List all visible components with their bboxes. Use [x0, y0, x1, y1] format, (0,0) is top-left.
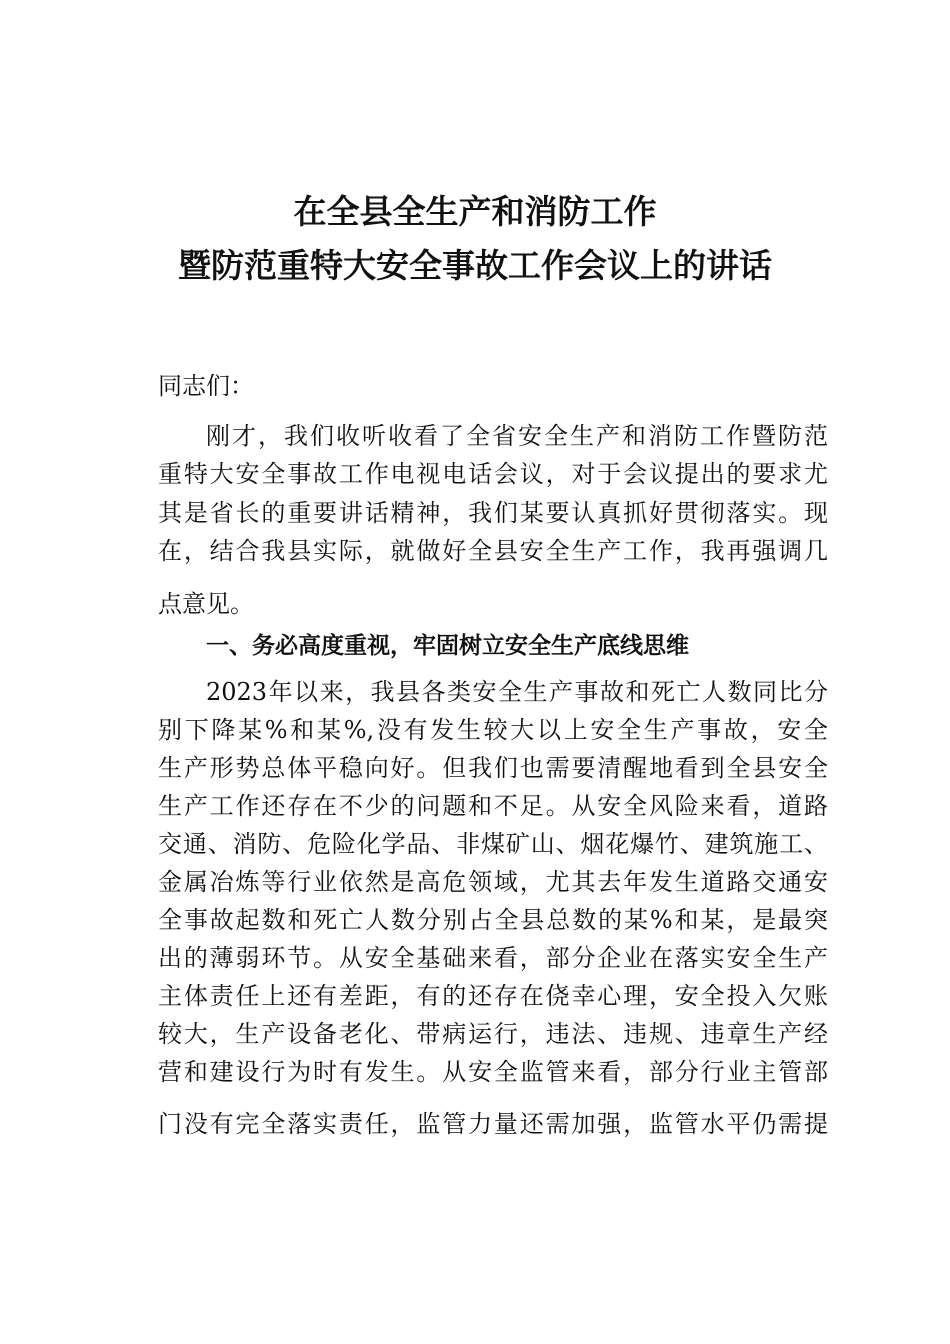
- paragraph-2-line-5: 交通、消防、危险化学品、非煤矿山、烟花爆竹、建筑施工、: [158, 830, 828, 858]
- paragraph-2-line-7: 全事故起数和死亡人数分别占全县总数的某%和某，是最突: [158, 906, 828, 934]
- paragraph-1-line-4: 在，结合我县实际，就做好全县安全生产工作，我再强调几: [158, 537, 828, 565]
- paragraph-1-line-5: 点意见。: [158, 590, 254, 618]
- document-title-line-2: 暨防范重特大安全事故工作会议上的讲话: [178, 246, 772, 285]
- paragraph-2-line-3: 生产形势总体平稳向好。但我们也需要清醒地看到全县安全: [158, 754, 828, 782]
- paragraph-2-line-6: 金属冶炼等行业依然是高危领域，尤其去年发生道路交通安: [158, 868, 828, 896]
- paragraph-2-line-8: 出的薄弱环节。从安全基础来看，部分企业在落实安全生产: [158, 944, 828, 972]
- paragraph-1-line-3: 其是省长的重要讲话精神，我们某要认真抓好贯彻落实。现: [158, 499, 828, 527]
- paragraph-2-line-11: 营和建设行为时有发生。从安全监管来看，部分行业主管部: [158, 1058, 828, 1086]
- salutation: 同志们：: [158, 372, 254, 400]
- paragraph-2-line-12: 门没有完全落实责任，监管力量还需加强，监管水平仍需提: [158, 1110, 828, 1138]
- document-title-line-1: 在全县全生产和消防工作: [293, 192, 657, 231]
- paragraph-1-line-2: 重特大安全事故工作电视电话会议，对于会议提出的要求尤: [158, 460, 828, 488]
- paragraph-2-line-9: 主体责任上还有差距，有的还存在侥幸心理，安全投入欠账: [158, 982, 828, 1010]
- paragraph-2-line-10: 较大，生产设备老化、带病运行，违法、违规、违章生产经: [158, 1020, 828, 1048]
- section-1-heading: 一、务必高度重视，牢固树立安全生产底线思维: [206, 633, 689, 659]
- paragraph-2-line-2: 别下降某%和某%,没有发生较大以上安全生产事故，安全: [158, 716, 828, 744]
- paragraph-2-line-4: 生产工作还存在不少的问题和不足。从安全风险来看，道路: [158, 792, 828, 820]
- paragraph-1-line-1: 刚才，我们收听收看了全省安全生产和消防工作暨防范: [206, 422, 828, 450]
- paragraph-2-line-1: 2023年以来，我县各类安全生产事故和死亡人数同比分: [206, 678, 828, 706]
